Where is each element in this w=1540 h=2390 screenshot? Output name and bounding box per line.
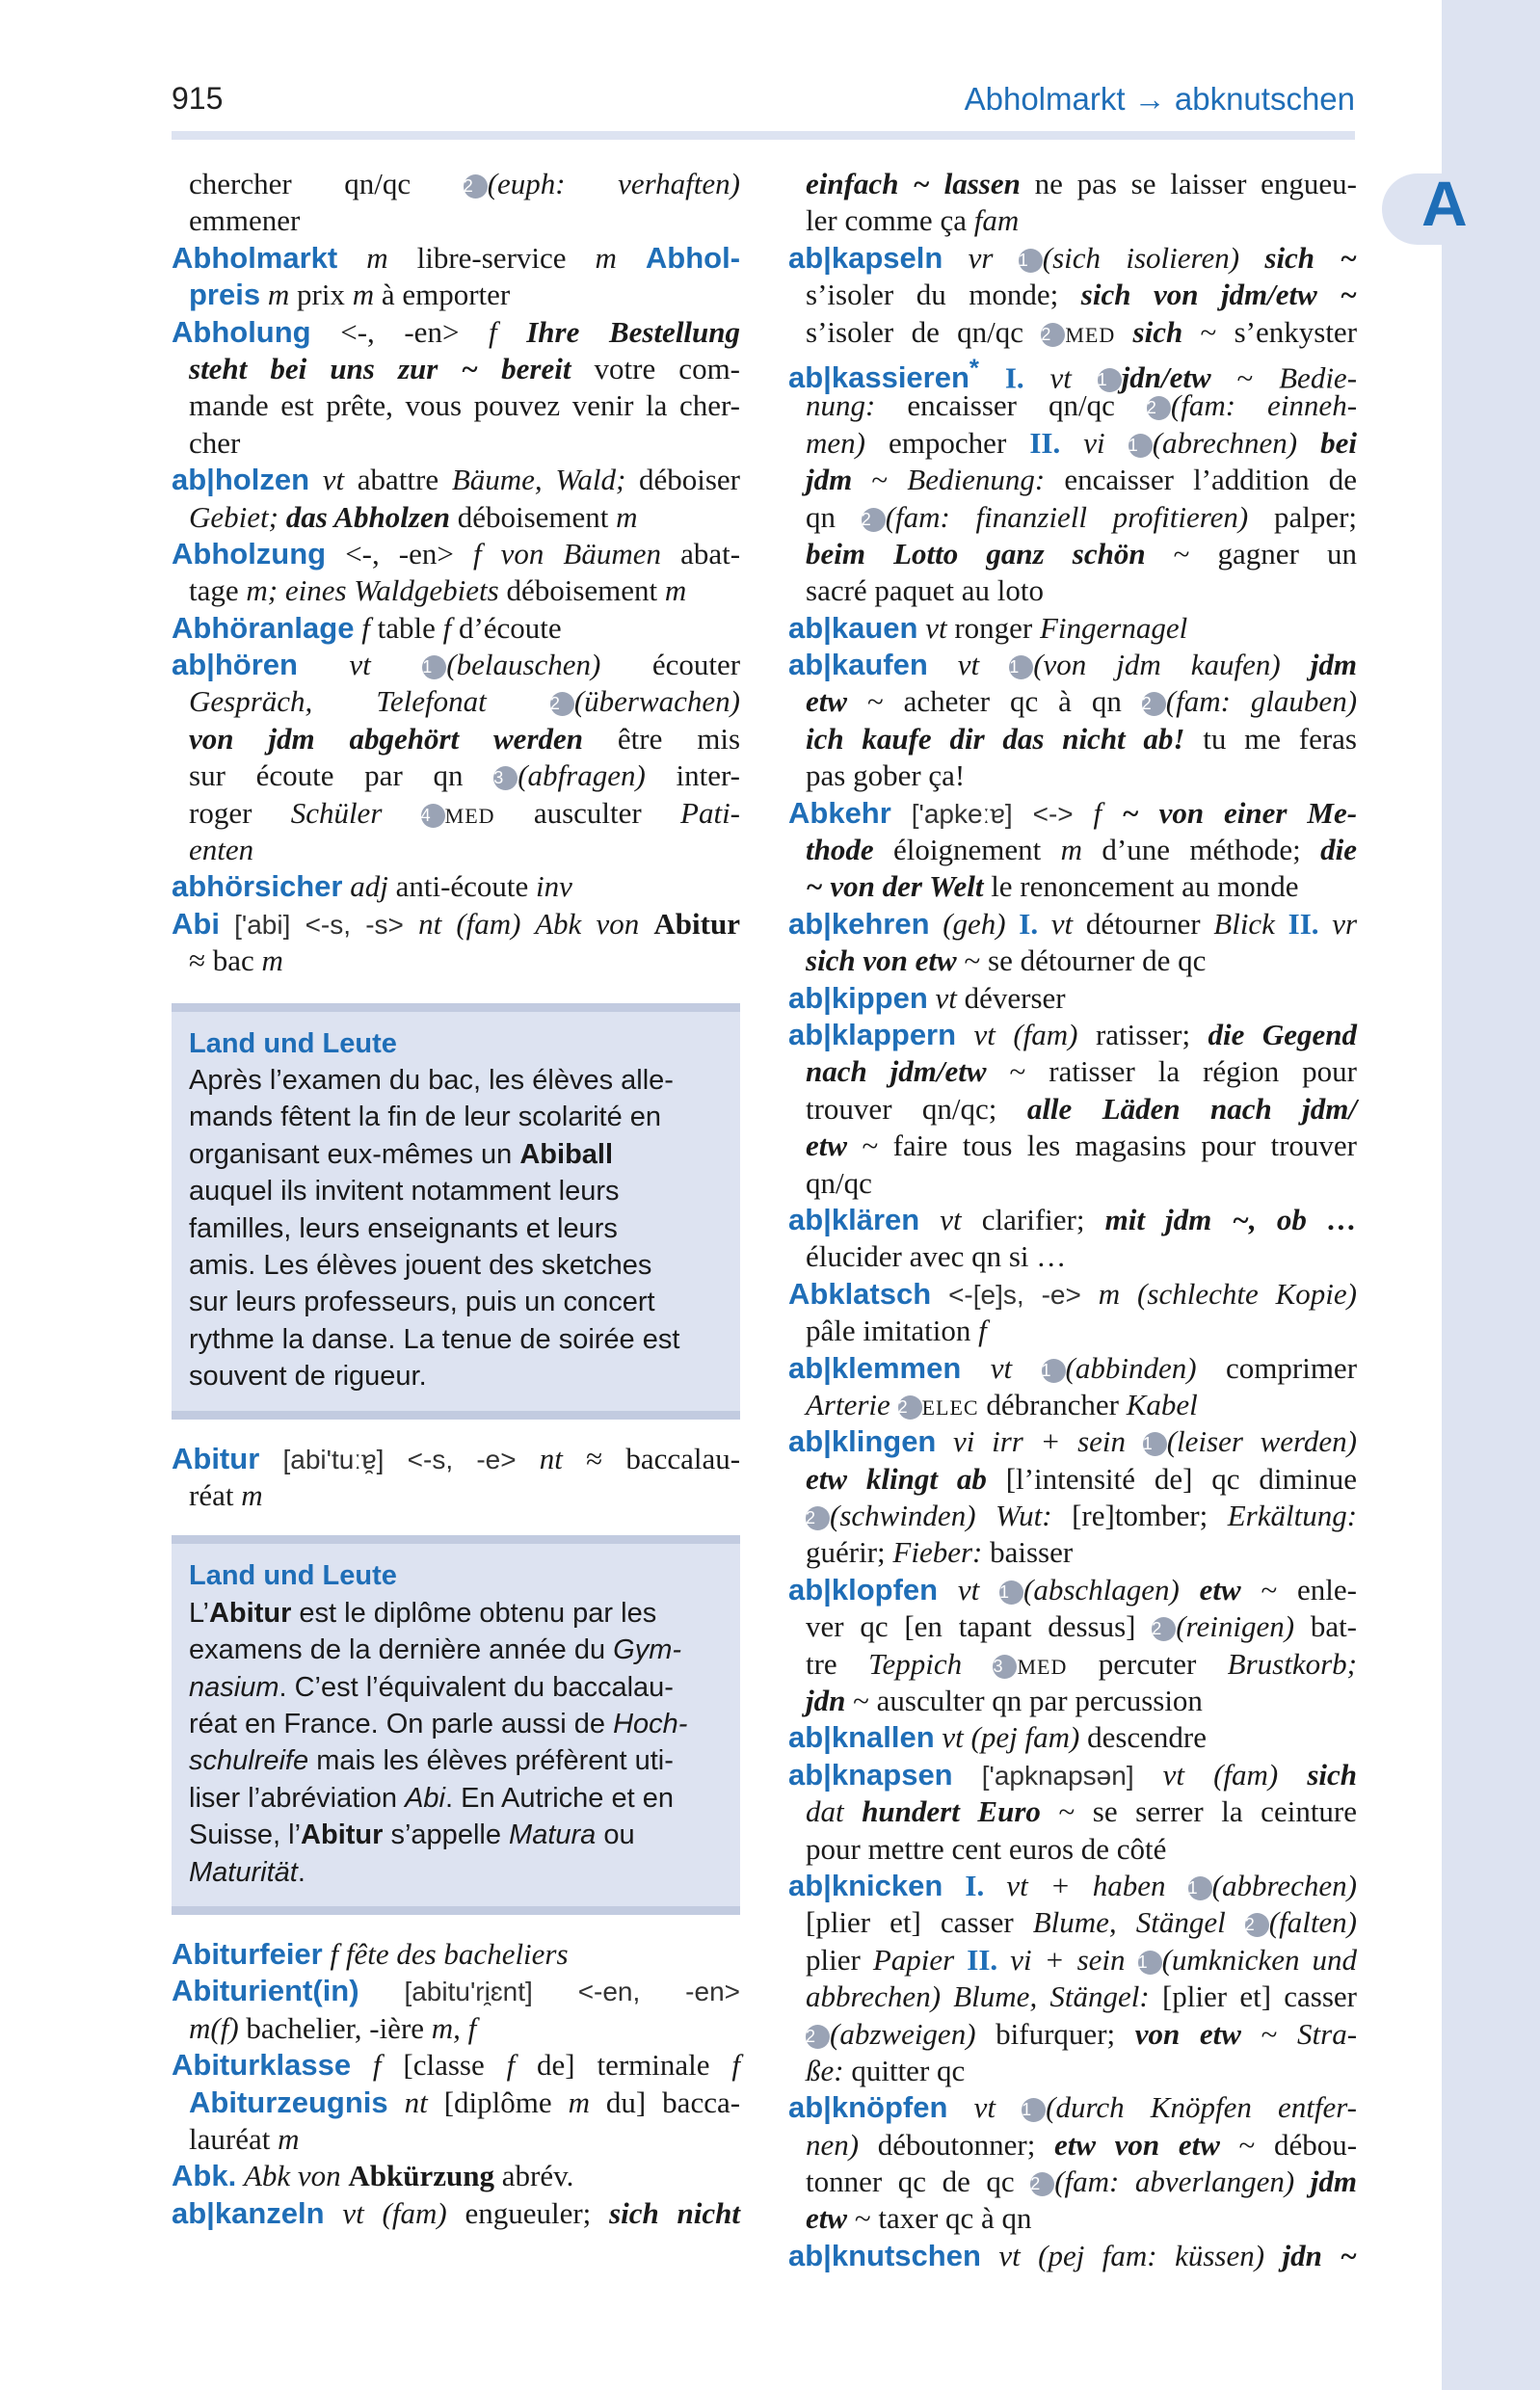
entry-line: élucider avec qn si … [806, 1239, 1067, 1274]
entry-abknicken: ab|knicken I. vt + haben 1 (abbrechen) [788, 1868, 1357, 1902]
sense-number-badge: 2 [1142, 692, 1166, 716]
sense-number-badge: 2 [1030, 2172, 1054, 2196]
sense-number-badge: 1 [1009, 655, 1033, 679]
entry-line: nung: encaisser qn/qc 2 (fam: einneh- [806, 388, 1358, 423]
entry-line: nen) déboutonner; etw von etw ~ débou- [806, 2127, 1358, 2162]
entry-line: etw ~ faire tous les magasins pour trouver [806, 1129, 1357, 1163]
sense-number-badge: 2 [464, 174, 488, 199]
entry-abklopfen: ab|klopfen vt 1 (abschlagen) etw ~ enle- [788, 1572, 1357, 1607]
entry-abknallen: ab|knallen vt (pej fam) descendre [788, 1720, 1207, 1755]
entry-abkehren: ab|kehren (geh) I. vt détourner Blick II. vr [788, 906, 1358, 941]
header-rule [172, 131, 1355, 140]
entry-line: roger Schüler 4 MED ausculter Pati- [189, 795, 741, 830]
entry-line: ße: quitter qc [806, 2053, 966, 2087]
entry-line: sich von etw ~ se détourner de qc [806, 943, 1207, 978]
entry-line: qn/qc [806, 1165, 872, 1200]
entry-line: sacré paquet au loto [806, 573, 1045, 608]
entry-line: 2 (abzweigen) bifurquer; von etw ~ Stra- [806, 2016, 1358, 2051]
sense-number-badge: 3 [993, 1655, 1017, 1679]
entry-abklatsch: Abklatsch <-[e]s, -e> m (schlechte Kopie) [788, 1276, 1357, 1311]
entry-line: 2 (schwinden) Wut: [re]tomber; Erkältung: [806, 1499, 1358, 1533]
entry-abknapsen: ab|knapsen ['apknapsən] vt (fam) sich [788, 1757, 1357, 1792]
info-box-abiball [172, 1003, 740, 1420]
entry-abholzung: Abholzung <-, -en> f von Bäumen abat- [172, 536, 741, 571]
entry-abknoepfen: ab|knöpfen vt 1 (durch Knöpfen entfer- [788, 2090, 1358, 2125]
entry-abklingen: ab|klingen vi irr + sein 1 (leiser werden) [788, 1424, 1357, 1459]
entry-line: emmener [189, 203, 301, 238]
sense-number-badge: 3 [493, 766, 518, 790]
entry-abholung: Abholung <-, -en> f Ihre Bestellung [172, 314, 741, 349]
entry-line: qn 2 (fam: finanziell profitieren) palper; [806, 499, 1358, 534]
entry-line: tonner qc de qc 2 (fam: abverlangen) jdm [806, 2164, 1357, 2199]
sense-number-badge: 1 [1143, 1432, 1167, 1456]
entry-line: sur écoute par qn 3 (abfragen) inter- [189, 758, 740, 793]
entry-line: chercher qn/qc 2 (euph: verhaften) [189, 167, 740, 200]
entry-line: [plier et] casser Blume, Stängel 2 (falten) [806, 1905, 1358, 1940]
sense-number-badge: 1 [1138, 1951, 1162, 1975]
sense-number-badge: 2 [1245, 1913, 1269, 1937]
entry-line: etw ~ taxer qc à qn [806, 2201, 1032, 2236]
entry-line: ich kaufe dir das nicht ab! tu me feras [806, 721, 1357, 756]
thumb-index-letter: A [1421, 168, 1468, 239]
entry-line: men) empocher II. vi 1 (abrechnen) bei [806, 425, 1357, 460]
left-column [172, 166, 740, 2232]
entry-line: nach jdm/etw ~ ratisser la région pour [806, 1054, 1357, 1089]
running-head: Abholmarkt → abknutschen [964, 81, 1355, 117]
sense-number-badge: 2 [1041, 323, 1065, 347]
page-number: 915 [172, 81, 224, 116]
info-box-title: Land und Leute [189, 1027, 397, 1059]
entry-line: jdn ~ ausculter qn par percussion [806, 1684, 1203, 1718]
entry-line: guérir; Fieber: baisser [806, 1535, 1074, 1570]
entry-line: etw klingt ab [l’intensité de] qc diminue [806, 1461, 1357, 1496]
info-box-text: Après l’examen du bac, les élèves alle- mands fêtent la fin de leur scolarité en organisant eux-mêmes un Abiball auquel ils invitent notamment leurs familles, leurs enseignants et leurs amis. Les élèves jouent des sketches sur leurs professeurs, puis un concert rythme la danse. La tenue de soirée est souvent de rigueur. [189, 1065, 680, 1393]
sense-number-badge: 1 [1128, 434, 1153, 458]
entry-abhoeranlage: Abhöranlage f table f d’écoute [172, 610, 562, 645]
info-box-abitur [172, 1535, 740, 1915]
entry-line: s’isoler du monde; sich von jdm/etw ~ [806, 278, 1358, 312]
sense-number-badge: 2 [1147, 396, 1171, 420]
entry-line: réat m [189, 1478, 263, 1513]
entry-line: Arterie 2 ELEC débrancher Kabel [806, 1387, 1198, 1421]
sense-number-badge: 1 [422, 655, 446, 679]
entry-abhoeren: ab|hören vt 1 (belauschen) écouter [172, 648, 741, 682]
entry-line: ler comme ça fam [806, 203, 1020, 238]
entry-line: Gespräch, Telefonat 2 (überwachen) [189, 684, 740, 719]
entry-line: trouver qn/qc; alle Läden nach jdm/ [806, 1091, 1358, 1126]
entry-abk: Abk. Abk von Abkürzung abrév. [172, 2159, 574, 2193]
right-column [788, 166, 1357, 2274]
entry-abkippen: ab|kippen vt déverser [788, 980, 1066, 1015]
entry-abiturklasse: Abiturklasse f [classe f de] terminale f [172, 2048, 740, 2083]
entry-line: dat hundert Euro ~ se serrer la ceinture [806, 1794, 1358, 1829]
entry-line: steht bei uns zur ~ bereit votre com- [189, 351, 740, 385]
entry-line: pâle imitation f [806, 1314, 987, 1348]
entry-line: cher [189, 425, 241, 460]
entry-line: ≈ bac m [189, 943, 283, 978]
sense-number-badge: 2 [898, 1395, 922, 1420]
entry-line: etw ~ acheter qc à qn 2 (fam: glauben) [806, 684, 1358, 719]
sense-number-badge: 1 [1022, 2098, 1046, 2122]
entry-abkapseln: ab|kapseln vr 1 (sich isolieren) sich ~ [788, 240, 1358, 275]
entry-line: tre Teppich 3 MED percuter Brustkorb; [806, 1646, 1357, 1681]
entry-line: jdm ~ Bedienung: encaisser l’addition de [806, 463, 1357, 497]
entry-line: ver qc [en tapant dessus] 2 (reinigen) bat- [806, 1609, 1358, 1644]
entry-abholzen: ab|holzen vt abattre Bäume, Wald; déboiser [172, 463, 741, 497]
entry-abitur: Abitur [abi'tuːɐ̯] <-s, -e> nt ≈ baccalau- [172, 1441, 741, 1475]
sense-number-badge: 1 [999, 1580, 1023, 1605]
entry-abiturzeugnis: Abiturzeugnis nt [diplôme m du] bacca- [189, 2085, 741, 2119]
entry-line: abbrechen) Blume, Stängel: [plier et] casser [806, 1979, 1357, 2014]
entry-abi: Abi ['abi] <-s, -s> nt (fam) Abk von Abitur [172, 906, 740, 941]
arrow-icon: → [1133, 81, 1166, 117]
entry-abiturfeier: Abiturfeier f fête des bacheliers [172, 1937, 569, 1972]
sense-number-badge: 1 [1188, 1876, 1212, 1900]
entry-abhoersicher: abhörsicher adj anti-écoute inv [172, 869, 572, 904]
sense-number-badge: 4 [421, 804, 445, 828]
entry-line: von jdm abgehört werden être mis [189, 721, 741, 756]
entry-abknutschen: ab|knutschen vt (pej fam: küssen) jdn ~ [788, 2238, 1357, 2272]
entry-abklemmen: ab|klemmen vt 1 (abbinden) comprimer [788, 1350, 1358, 1385]
entry-line: plier Papier II. vi + sein 1 (umknicken und [806, 1942, 1357, 1977]
entry-line: pour mettre cent euros de côté [806, 1831, 1167, 1866]
entry-abkaufen: ab|kaufen vt 1 (von jdm kaufen) jdm [788, 648, 1357, 682]
entry-abkauen: ab|kauen vt ronger Fingernagel [788, 610, 1188, 645]
entry-line: enten [189, 833, 254, 867]
entry-line: Gebiet; das Abholzen déboisement m [189, 499, 638, 534]
sense-number-badge: 2 [1152, 1617, 1176, 1641]
entry-line: mande est prête, vous pouvez venir la cher- [189, 388, 740, 423]
thumb-index-sidebar [1442, 0, 1540, 2390]
entry-line: tage m; eines Waldgebiets déboisement m [189, 573, 687, 608]
entry-line: ~ von der Welt le renoncement au monde [806, 869, 1299, 904]
entry-line: lauréat m [189, 2122, 300, 2157]
entry-line: s’isoler de qn/qc 2 MED sich ~ s’enkyster [806, 314, 1358, 349]
sense-number-badge: 1 [1042, 1359, 1066, 1383]
entry-line: thode éloignement m d’une méthode; die [806, 833, 1358, 867]
entry-line: preis m prix m à emporter [189, 278, 511, 312]
entry-abkehr: Abkehr ['apkeːɐ] <-> f ~ von einer Me- [788, 795, 1358, 830]
entry-line: beim Lotto ganz schön ~ gagner un [806, 536, 1357, 571]
sense-number-badge: 2 [806, 1506, 830, 1530]
entry-line: einfach ~ lassen ne pas se laisser engueu- [806, 167, 1357, 200]
entry-line: pas gober ça! [806, 758, 966, 793]
sense-number-badge: 1 [1098, 368, 1122, 392]
info-box-text: L’Abitur est le diplôme obtenu par les examens de la dernière année du Gym- nasium. C’est l’équivalent du baccalau- réat en France. On parle aussi de Hoch- schulreife mais les élèves préfèrent uti- liser l’abréviation Abi. En Autriche et en Suisse, l’Abitur s’appelle Matura ou Maturität. [189, 1597, 688, 1888]
entry-abklappern: ab|klappern vt (fam) ratisser; die Gegend [788, 1017, 1357, 1051]
entry-abholmarkt: Abholmarkt m libre-service m Abhol- [172, 240, 741, 275]
entry-abklaeren: ab|klären vt clarifier; mit jdm ~, ob … [788, 1202, 1358, 1236]
entry-abkassieren: ab|kassieren* I. vt 1 jdn/etw ~ Bedie- [788, 355, 1358, 395]
info-box-title: Land und Leute [189, 1560, 397, 1592]
entry-abkanzeln: ab|kanzeln vt (fam) engueuler; sich nicht [172, 2195, 741, 2230]
sense-number-badge: 2 [862, 508, 886, 532]
sense-number-badge: 1 [1019, 249, 1043, 273]
entry-abiturient: Abiturient(in) [abitu'ri̯ɛnt] <-en, -en> [172, 1974, 741, 2008]
sense-number-badge: 2 [550, 692, 574, 716]
entry-line: m(f) bachelier, -ière m, f [189, 2010, 477, 2045]
sense-number-badge: 2 [806, 2025, 830, 2049]
